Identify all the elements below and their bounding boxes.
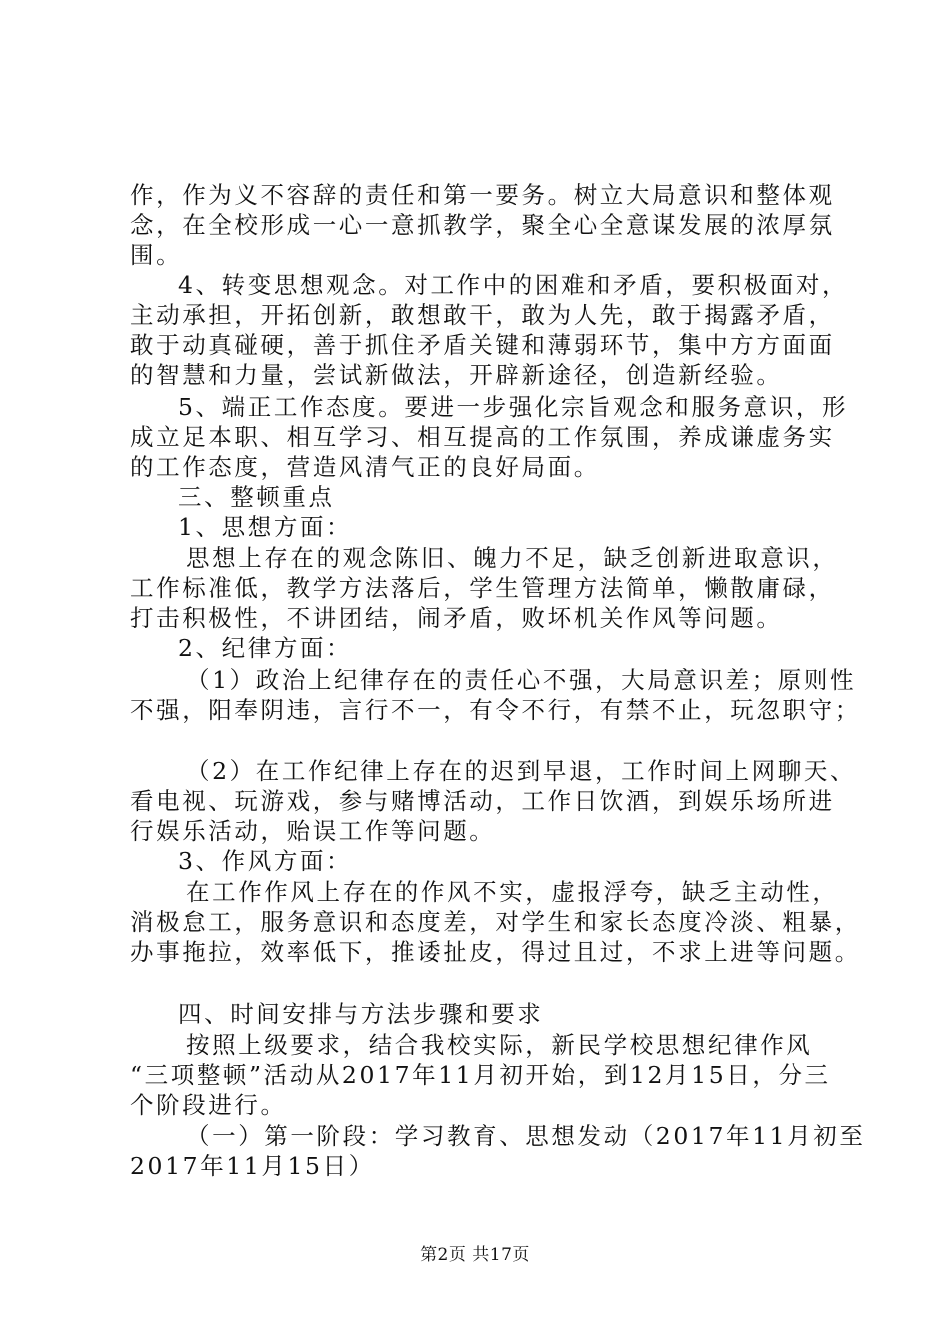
text-line: 成立足本职、相互学习、相互提高的工作氛围，养成谦虚务实 xyxy=(130,423,835,451)
text-line: 在工作作风上存在的作风不实，虚报浮夸，缺乏主动性， xyxy=(186,878,839,906)
text-line: 2017年11月15日） xyxy=(130,1152,375,1180)
subsection-heading: 1、思想方面： xyxy=(178,513,353,541)
text-line: 看电视、玩游戏，参与赌博活动，工作日饮酒，到娱乐场所进 xyxy=(130,787,835,815)
text-line: 思想上存在的观念陈旧、魄力不足，缺乏创新进取意识， xyxy=(186,544,839,572)
text-line: 办事拖拉，效率低下，推诿扯皮，得过且过，不求上进等问题。 xyxy=(130,938,861,966)
text-line: 作，作为义不容辞的责任和第一要务。树立大局意识和整体观 xyxy=(130,181,835,209)
text-line: 敢于动真碰硬，善于抓住矛盾关键和薄弱环节，集中方方面面 xyxy=(130,331,835,359)
text-line: （2）在工作纪律上存在的迟到早退，工作时间上网聊天、 xyxy=(186,757,857,785)
text-line: （一）第一阶段：学习教育、思想发动（2017年11月初至 xyxy=(186,1122,866,1150)
section-heading: 三、整顿重点 xyxy=(178,483,335,511)
text-line: 的智慧和力量，尝试新做法，开辟新途径，创造新经验。 xyxy=(130,361,783,389)
text-line: 不强，阳奉阴违，言行不一，有令不行，有禁不止，玩忽职守； xyxy=(130,696,861,724)
section-heading: 四、时间安排与方法步骤和要求 xyxy=(178,1000,544,1028)
text-line: 4、转变思想观念。对工作中的困难和矛盾，要积极面对， xyxy=(178,271,849,299)
text-line: 打击积极性，不讲团结，闹矛盾，败坏机关作风等问题。 xyxy=(130,604,783,632)
subsection-heading: 3、作风方面： xyxy=(178,847,353,875)
text-line: 围。 xyxy=(130,241,183,269)
text-line: 5、端正工作态度。要进一步强化宗旨观念和服务意识，形 xyxy=(178,393,849,421)
text-line: 念，在全校形成一心一意抓教学，聚全心全意谋发展的浓厚氛 xyxy=(130,211,835,239)
text-line: 个阶段进行。 xyxy=(130,1091,287,1119)
subsection-heading: 2、纪律方面： xyxy=(178,634,353,662)
text-line: （1）政治上纪律存在的责任心不强，大局意识差；原则性 xyxy=(186,666,857,694)
text-line: “三项整顿”活动从2017年11月初开始，到12月15日，分三 xyxy=(130,1061,831,1089)
text-line: 消极怠工，服务意识和态度差，对学生和家长态度冷淡、粗暴， xyxy=(130,908,861,936)
text-line: 的工作态度，营造风清气正的良好局面。 xyxy=(130,453,600,481)
text-line: 主动承担，开拓创新，敢想敢干，敢为人先，敢于揭露矛盾， xyxy=(130,301,835,329)
text-line: 行娱乐活动，贻误工作等问题。 xyxy=(130,817,496,845)
text-line: 按照上级要求，结合我校实际，新民学校思想纪律作风 xyxy=(186,1031,813,1059)
page-footer: 第2页 共17页 xyxy=(420,1245,530,1265)
text-line: 工作标准低，教学方法落后，学生管理方法简单，懒散庸碌， xyxy=(130,574,835,602)
